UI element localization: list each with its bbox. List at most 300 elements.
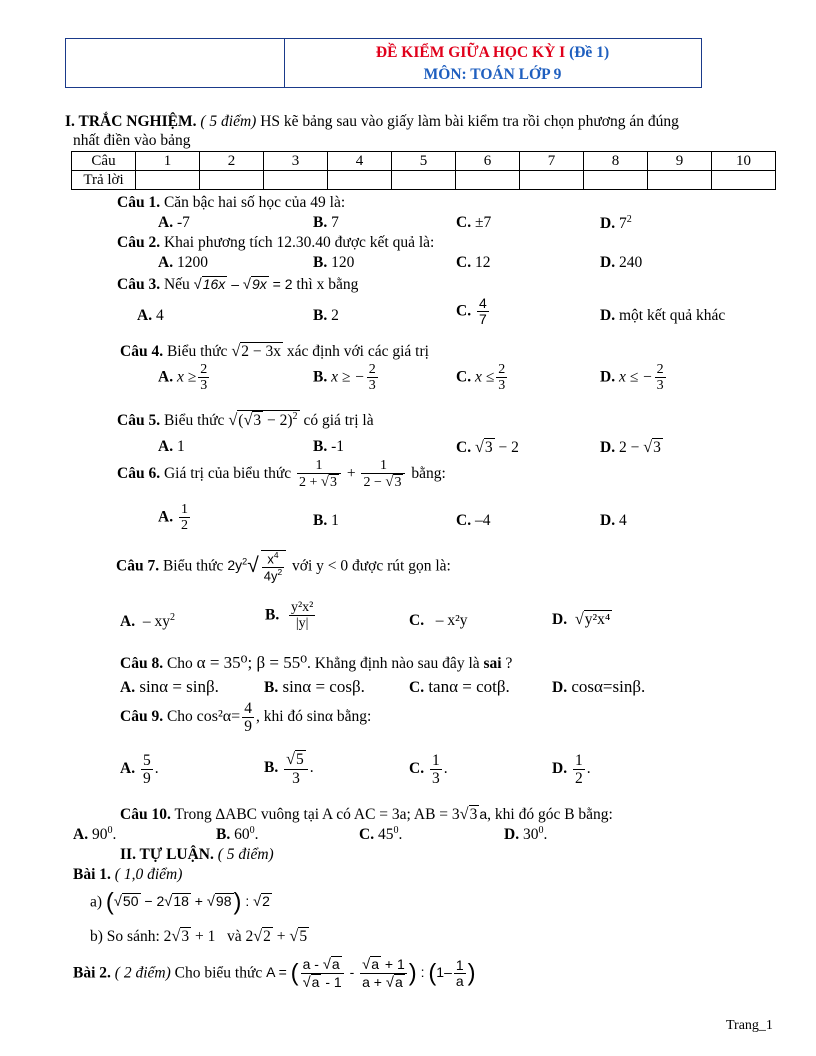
q5-option-d: D. 2 − √3 [600,438,661,456]
bai1-a-expression: (√50 − 2√18 + √98) : √2 [105,889,270,916]
fraction-numerator: 5 [142,752,151,769]
option-letter: B. [313,512,328,529]
table-cell: 5 [392,152,456,171]
part1-heading: I. TRẮC NGHIỆM. [65,113,197,130]
q5-post: có giá trị là [303,412,374,430]
option-value: 12 [474,254,491,271]
q10-label: Câu 10. [120,806,171,823]
q6-post: bằng: [411,464,446,482]
option-letter: D. [600,512,616,529]
option-letter: B. [313,214,328,231]
table-cell: 2 [200,152,264,171]
bai1-b-text: So sánh: [106,928,160,945]
table-cell: 6 [456,152,520,171]
q7-pre: Biểu thức [162,557,224,575]
fraction-numerator: 2 [368,362,376,377]
q6-option-a [158,502,192,534]
q2-stem [117,234,434,252]
q1-stem [117,194,345,212]
coef: 2y [227,557,243,574]
bai1-part-a [90,889,272,916]
radicand: 9x [251,276,267,292]
option-letter: C. [409,760,425,778]
q10-post: , khi đó góc B bằng: [487,806,613,823]
q7-option-c [409,612,467,630]
option-letter: D. [600,368,616,386]
option-value: 120 [331,254,355,271]
fraction-numerator: y²x² [290,600,314,615]
fraction-numerator: √a + 1 [362,956,405,973]
option-letter: B. [216,826,231,844]
option-letter: C. [456,439,472,456]
radicand: 3 [653,439,661,456]
radicand: 5 [296,751,304,768]
answer-table [71,151,776,190]
option-letter: C. [409,612,425,629]
option-value: 7 [618,215,627,233]
fraction-denominator: 3 [200,378,208,394]
option-value: 7 [331,214,339,231]
fraction-denominator: 3 [431,770,440,788]
option-letter: A. [73,826,89,844]
q7-option-a [120,612,175,631]
table-cell: 8 [584,152,648,171]
table-header-cell: Trả lời [72,171,136,190]
q6-label: Câu 6. [117,464,161,482]
part2-heading: II. TỰ LUẬN. [120,846,214,863]
q8-condition: α = 35⁰; β = 55⁰ [196,653,308,672]
q7-label: Câu 7. [116,557,160,575]
radicand: 3 [181,928,190,945]
fraction-denominator [262,568,284,584]
option-letter: A. [120,679,136,696]
option-letter: A. [137,307,153,324]
option-value: –4 [474,512,491,529]
q5-stem: Câu 5. Biểu thức $√(√3 - 2)^2$ có giá trị là [117,411,374,430]
coef: 2 [163,928,172,945]
radicand: 2 [262,893,270,910]
q3-option-c [456,296,491,328]
option-value: x ≤ − [618,368,653,386]
answer-cell [392,171,456,190]
q3-pre: Nếu [163,276,190,293]
den-part: a + [362,974,386,991]
fraction-denominator: 3 [498,378,506,394]
q4-stem: Câu 4. Biểu thức √2 − 3x xác định với các giá trị [120,342,429,360]
table-row [72,152,776,171]
fraction-denominator: 3 [656,378,664,394]
radicand: 18 [173,893,189,910]
q10-option-b: B. $60^0$. [216,825,259,844]
den-part: 2 + [299,475,321,491]
option-value: tanα = cotβ. [428,677,510,696]
part1-instruction-2: nhất điền vào bảng [73,132,191,149]
q2-option-d [600,254,642,272]
fraction-numerator [262,551,284,568]
option-letter: C. [456,254,472,271]
q1-label: Câu 1. [117,194,161,211]
fraction-numerator: 1 [455,956,464,973]
fraction-numerator: 1 [297,458,341,474]
exam-subject: MÔN: TOÁN LỚP 9 [423,66,562,83]
option-value: 1 [331,512,339,529]
q3-option-d [600,307,725,325]
option-value: 2 [331,307,339,324]
operator: + 1 [191,928,216,945]
fraction-denominator: √a - 1 [302,974,342,992]
option-value: x ≥ [176,368,197,386]
option-exponent: 2 [169,612,175,623]
option-letter: A. [158,508,174,526]
option-value: cosα=sinβ. [571,677,646,696]
q10-option-d: D. $30^0$. [504,825,548,844]
degree-mark: 0 [538,825,544,836]
table-row [72,171,776,190]
q4-post: xác định với các giá trị [286,343,429,360]
operator: − 2 [140,893,165,910]
operator: + [190,893,207,910]
option-value: 1200 [176,254,208,271]
fraction-numerator: a - √a [301,956,344,974]
table-header-cell: Câu [72,152,136,171]
option-value: một kết quả khác [618,307,726,324]
degree-mark: 0 [249,825,255,836]
option-letter: C. [456,368,472,386]
radicand: y²x⁴ [584,611,611,628]
num-base: x [267,551,274,567]
fraction-numerator: 1 [361,458,405,474]
q4-pre: Biểu thức [166,343,228,360]
q8-qmark: ? [505,655,513,672]
q6-option-c [456,512,490,530]
fraction-denominator: 2 − √3 [363,474,402,491]
operator: : [241,893,254,910]
fraction-numerator: √5 [284,750,308,770]
option-value: 1 [176,438,185,455]
option-letter: D. [552,760,568,778]
operator: + [346,464,356,482]
paren: − 2) [263,412,293,430]
bai2-label: Bài 2. [73,964,111,982]
option-value: sinα = sinβ. [139,677,219,696]
option-letter: A. [120,613,136,631]
q6-option-b [313,512,339,530]
option-value: 2 − [618,439,644,456]
q10-pre: Trong [174,806,212,823]
q1-option-b [313,214,339,232]
answer-cell [520,171,584,190]
q8-pre: Cho [166,655,193,672]
q2-option-b [313,254,354,272]
radicand: 2 − 3x [241,343,282,360]
fraction-numerator: 1 [574,752,583,769]
option-letter: D. [552,679,568,696]
part2-heading-line [120,846,274,864]
num-part: + 1 [380,956,405,972]
option-value: -7 [176,214,190,231]
q10-option-a: A. $90^0$. [73,825,117,844]
table-cell: 7 [520,152,584,171]
operator: - [349,964,355,981]
q9-stem [120,700,371,735]
q7-post: với y < 0 được rút gọn là: [292,557,451,575]
q5-option-a [158,438,185,456]
radicand: 2 [263,928,271,945]
answer-cell [264,171,328,190]
option-value: – x²y [435,612,468,629]
q8-emphasis: sai [483,655,502,672]
table-cell: 4 [328,152,392,171]
conjunction: và [226,928,242,945]
q4-label: Câu 4. [120,343,164,360]
exam-title [284,44,701,62]
operator: = 2 [272,276,293,292]
degree-mark: 0 [107,825,113,836]
option-letter: C. [456,512,472,529]
num-part: a - [302,956,323,972]
option-letter: B. [265,606,280,624]
q3-option-b [313,307,339,325]
degree-mark: 0 [393,825,399,836]
q6-pre: Giá trị của biểu thức [163,464,292,482]
bai1-label: Bài 1. [73,866,111,883]
radicand: 5 [299,928,308,945]
radicand: a [331,956,340,972]
fraction-numerator: 2 [656,362,664,377]
option-letter: A. [158,254,174,271]
q3-equation: √16x – √9x = 2 [193,276,293,293]
answer-cell [328,171,392,190]
q2-option-c [456,254,490,272]
option-letter: A. [158,214,174,231]
q6-option-d [600,512,627,530]
bai1-part-b: b) So sánh: 2√3 + 1 và 2√2 + √5 [90,927,308,945]
q10-triangle: ∆ABC [215,806,258,823]
exponent: 2 [242,556,248,567]
option-letter: D. [600,439,616,456]
option-letter: A. [158,368,174,386]
option-letter: D. [600,215,616,233]
operator: – [444,964,452,981]
bai1-points: ( 1,0 điểm) [114,866,183,883]
q9-option-d: D. $\frac{1}{2}$ . [552,752,591,788]
q2-option-a [158,254,208,272]
exam-version: (Đề 1) [569,44,610,61]
coef: 3 [451,806,460,823]
q3-post: thì x bằng [296,276,359,293]
den-base: 4y [263,567,278,583]
table-cell: 3 [264,152,328,171]
operator: : [420,964,425,981]
fraction-denominator: 9 [244,718,252,736]
option-value: 240 [618,254,643,271]
q5-option-c: C. √3 − 2 [456,438,519,456]
option-value: 4 [618,512,627,529]
option-letter: A. [120,760,136,778]
q8-label: Câu 8. [120,655,164,672]
option-letter: C. [359,826,375,844]
answer-cell [648,171,712,190]
operator: – [231,276,239,292]
radicand: $(√3 - 2)^2$ [238,411,298,430]
fraction-numerator: 1 [431,752,440,769]
option-letter: A. [158,438,174,455]
fraction-denominator: 2 + √3 [299,474,337,491]
fraction-denominator: 9 [142,770,151,788]
q1-option-a [158,214,190,232]
q3-stem [117,276,358,294]
q4-option-a [158,362,211,394]
q4-option-d [600,362,668,394]
q7-option-d: D. √y²x⁴ [552,610,611,628]
option-value: -1 [331,438,345,455]
q3-label: Câu 3. [117,276,161,293]
radicand: 3 [469,806,478,823]
option-letter: B. [313,438,328,455]
answer-cell [712,171,776,190]
q10-stem: Câu 10. Trong ∆ABC vuông tại A có AC = 3a; AB = 3√3 a, khi đó góc B bằng: [120,805,613,823]
q10-mid: vuông tại A có AC = 3a; AB = [260,806,449,823]
exponent: 2 [292,411,298,422]
q9-lhs: cos²α= [196,708,241,726]
option-value: 30 [522,826,539,844]
exam-header-box [65,38,702,88]
part1-heading-line [65,113,679,131]
fraction-numerator: 2 [200,362,208,377]
answer-cell [200,171,264,190]
table-cell: 9 [648,152,712,171]
radicand: 3 [394,475,402,491]
q4-option-c [456,362,509,394]
exponent: 2 [277,566,283,577]
option-letter: B. [264,679,279,696]
radicand: 98 [215,893,232,910]
q8-option-d [552,677,645,697]
exam-title-text: ĐỀ KIỂM GIỮA HỌC KỲ I [375,44,566,61]
q7-stem [116,550,451,583]
inner-radicand: 3 [253,412,262,430]
q8-stem [120,653,512,673]
q2-text: Khai phương tích 12.30.40 được kết quả là: [163,234,435,251]
q3-option-a [137,307,164,325]
q5-option-b [313,438,344,456]
bai2-points: ( 2 điểm) [114,964,171,982]
fraction-numerator: 4 [478,295,487,311]
option-value: ±7 [474,214,492,231]
option-value: sinα = cosβ. [282,677,365,696]
option-letter: D. [552,611,568,628]
option-exponent: 2 [626,214,632,225]
part-label: b) [90,928,103,945]
bai2-text: Cho biểu thức [174,964,263,982]
fraction-denominator: a + √a [362,974,403,992]
fraction-numerator: 1 [180,502,188,517]
variable: a [479,806,488,822]
den-part: - 1 [321,974,342,991]
option-letter: B. [313,254,328,271]
radicand: 3 [484,439,493,456]
answer-cell [456,171,520,190]
q6-stem [117,458,446,491]
option-letter: C. [409,679,425,696]
q4-option-b [313,362,380,394]
fraction-denominator: 2 [574,770,583,788]
q5-pre: Biểu thức [163,412,225,430]
q9-option-a: A. $\frac{5}{9}$ . [120,752,159,788]
radicand: a [394,974,403,991]
fraction-denominator: a [455,973,464,990]
page-number: Trang_1 [726,1018,773,1033]
den-part: 2 − [363,475,386,491]
fraction-denominator: |y| [295,616,309,632]
fraction-denominator: 3 [292,769,300,787]
coef: 2 [245,928,254,945]
option-value: x ≥ − [331,368,365,386]
bai2-line [73,956,476,991]
option-letter: B. [264,759,279,777]
operator: + [272,928,290,945]
option-value: 60 [234,826,250,844]
fraction-numerator: 4 [244,700,252,717]
q8-option-b [264,677,365,697]
part1-points: ( 5 điểm) [200,113,257,130]
answer-cell [584,171,648,190]
q8-option-c [409,677,510,697]
lhs: A = [266,964,287,981]
q9-label: Câu 9. [120,708,164,726]
q7-expression: $2y^2√$ $\frac{x^4}{4y^2}$ [227,557,288,573]
q9-option-c: C. $\frac{1}{3}$ . [409,752,448,788]
q10-option-c: C. $45^0$. [359,825,403,844]
part-label: a) [90,893,103,911]
option-value: 90 [91,826,108,844]
option-letter: B. [313,368,328,386]
option-value: 4 [155,307,164,324]
q9-option-b: B. $\frac{√5}{3}$ . [264,750,314,787]
fraction-denominator: 3 [368,378,376,394]
radicand: 50 [122,893,139,910]
part2-points: ( 5 điểm) [217,846,274,863]
one: 1 [436,964,445,981]
bai1-heading [73,866,182,884]
radicand: 16x [202,276,226,292]
q7-option-b [265,600,317,632]
radicand: a [371,956,379,972]
q1-option-c [456,214,491,232]
answer-cell [136,171,200,190]
q5-label: Câu 5. [117,412,161,430]
q8-post: . Khẳng định nào sau đây là [307,655,480,672]
option-value: x ≤ [474,368,495,386]
radicand: a [311,974,320,991]
bai2-expression: A = ( $\frac{a - √a}{√a - 1}$ - $\frac{√a + 1}{a + √a}$ ) : (1– $\frac{1}{a}$ ) [266,956,476,992]
q1-text: Căn bậc hai số học của 49 là: [163,194,346,211]
q8-option-a [120,677,219,697]
option-letter: C. [456,302,472,320]
table-cell: 1 [136,152,200,171]
option-letter: B. [313,307,328,324]
q9-post: , khi đó sinα bằng: [255,708,372,726]
option-letter: D. [600,307,616,324]
q9-pre: Cho [166,708,193,726]
fraction-numerator: 2 [498,362,506,377]
table-cell: 10 [712,152,776,171]
q2-label: Câu 2. [117,234,161,251]
option-letter: D. [600,254,616,271]
fraction-denominator: 7 [478,311,487,328]
paren: ( [238,412,244,430]
option-value: − 2 [494,439,519,456]
